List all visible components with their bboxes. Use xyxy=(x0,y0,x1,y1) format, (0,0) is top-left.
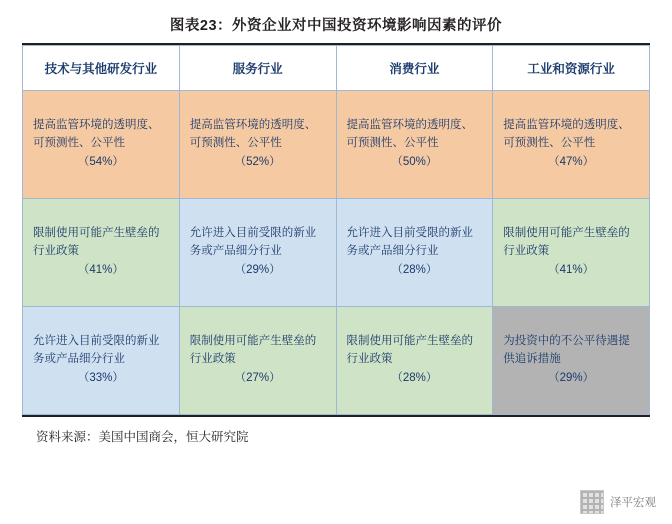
cell-text: 允许进入目前受限的新业务或产品细分行业 xyxy=(346,226,473,257)
cell-r1c2 xyxy=(179,91,336,199)
cell-text: 提高监管环境的透明度、可预测性、公平性 xyxy=(189,118,317,149)
cell-r3c1 xyxy=(23,307,180,415)
cell-text: 提高监管环境的透明度、可预测性、公平性 xyxy=(33,118,160,149)
cell-percent: （27%） xyxy=(234,372,281,385)
cell-percent: （41%） xyxy=(77,264,124,277)
cell-text: 限制使用可能产生壁垒的行业政策 xyxy=(33,226,160,257)
cell-text: 提高监管环境的透明度、可预测性、公平性 xyxy=(346,118,473,149)
watermark-label: 泽平宏观 xyxy=(610,497,656,509)
cell-r1c4 xyxy=(493,91,650,199)
cell-r3c3 xyxy=(336,307,493,415)
column-header-tech: 技术与其他研发行业 xyxy=(23,46,180,91)
cell-text: 提高监管环境的透明度、可预测性、公平性 xyxy=(503,118,630,149)
column-header-consumer: 消费行业 xyxy=(336,46,493,91)
cell-percent: （29%） xyxy=(234,264,281,277)
cell-percent: （28%） xyxy=(391,372,438,385)
cell-text: 限制使用可能产生壁垒的行业政策 xyxy=(503,226,630,257)
cell-r3c2 xyxy=(179,307,336,415)
cell-text: 为投资中的不公平待遇提供追诉措施 xyxy=(503,334,630,365)
table-header-row xyxy=(23,46,650,91)
cell-percent: （41%） xyxy=(548,264,595,277)
page-title: 图表23：外资企业对中国投资环境影响因素的评价 xyxy=(169,18,503,34)
cell-text: 允许进入目前受限的新业务或产品细分行业 xyxy=(189,226,317,257)
cell-percent: （47%） xyxy=(548,156,595,169)
cell-r2c2 xyxy=(179,199,336,307)
cell-r2c4 xyxy=(493,199,650,307)
cell-text: 限制使用可能产生壁垒的行业政策 xyxy=(189,334,317,365)
cell-r3c4 xyxy=(493,307,650,415)
cell-percent: （33%） xyxy=(77,372,124,385)
cell-r2c3 xyxy=(336,199,493,307)
qr-code-icon xyxy=(580,490,604,514)
table-row xyxy=(23,91,650,199)
source-note: 资料来源：美国中国商会，恒大研究院 xyxy=(36,430,249,444)
column-header-industry: 工业和资源行业 xyxy=(493,46,650,91)
column-header-service: 服务行业 xyxy=(179,46,336,91)
table-row xyxy=(23,199,650,307)
cell-text: 限制使用可能产生壁垒的行业政策 xyxy=(346,334,473,365)
cell-r2c1 xyxy=(23,199,180,307)
evaluation-matrix-table xyxy=(22,45,650,415)
cell-percent: （52%） xyxy=(234,156,281,169)
table-row xyxy=(23,307,650,415)
cell-r1c1 xyxy=(23,91,180,199)
cell-percent: （29%） xyxy=(548,372,595,385)
cell-percent: （54%） xyxy=(77,156,124,169)
cell-text: 允许进入目前受限的新业务或产品细分行业 xyxy=(33,334,160,365)
cell-r1c3 xyxy=(336,91,493,199)
watermark xyxy=(580,490,656,514)
cell-percent: （50%） xyxy=(391,156,438,169)
cell-percent: （28%） xyxy=(391,264,438,277)
